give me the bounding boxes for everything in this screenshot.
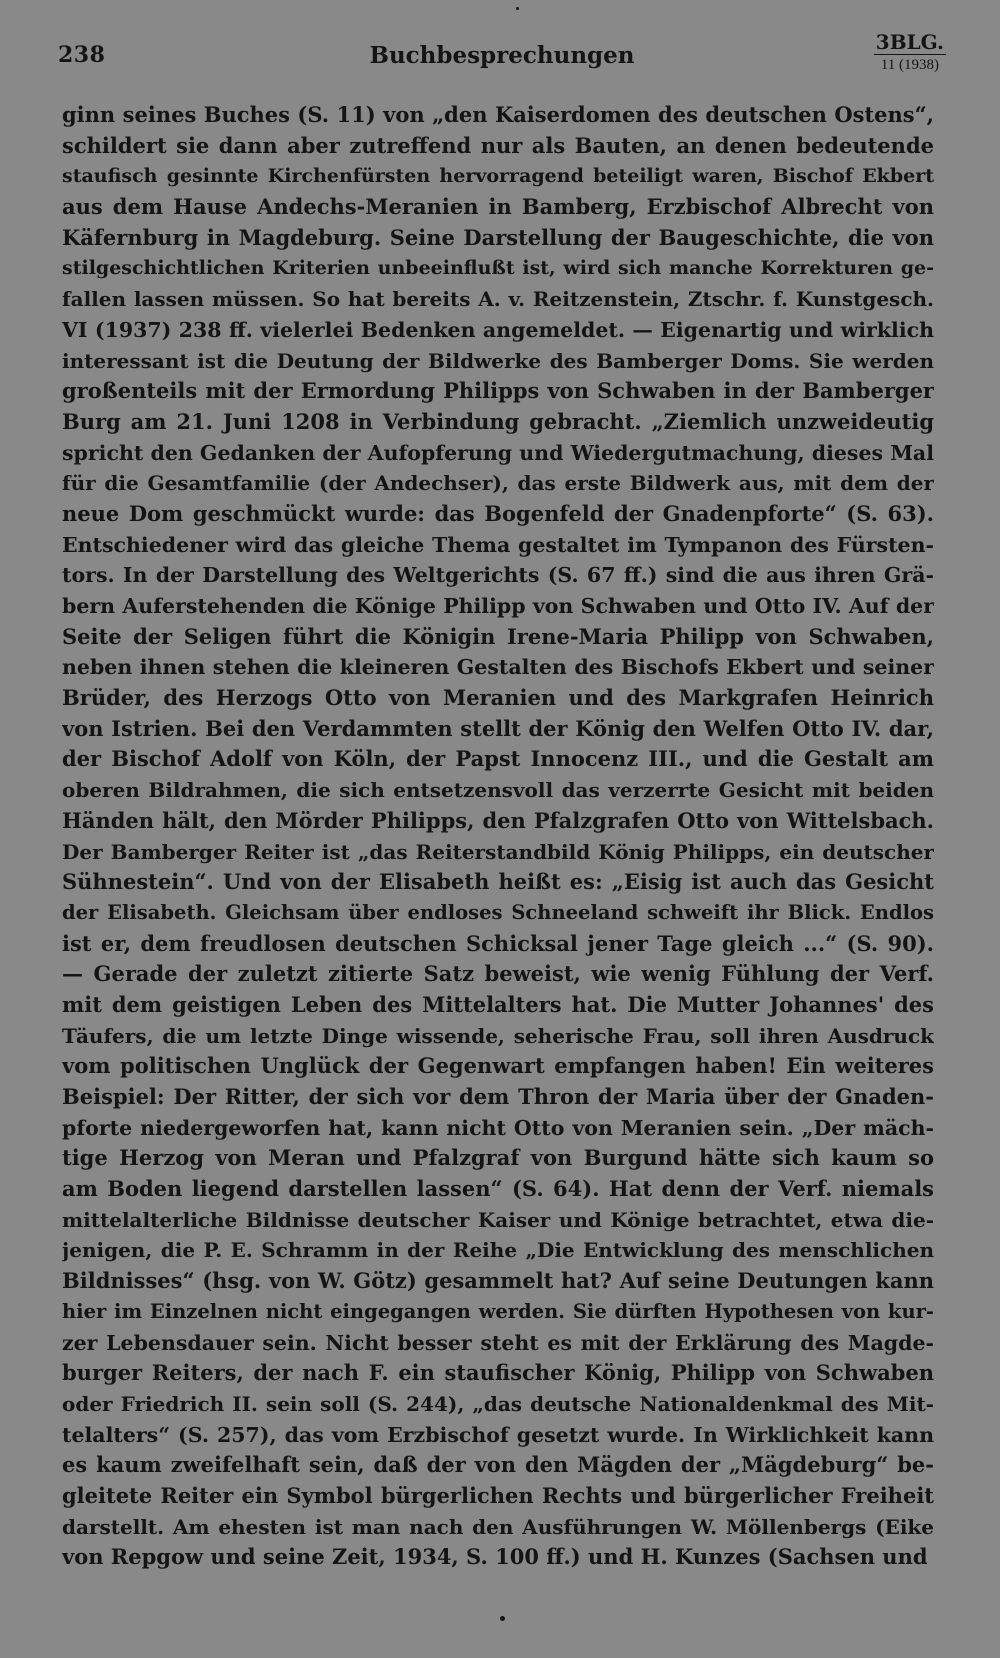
text-line: fallen lassen müssen. So hat bereits A. v. Reitzenstein, Ztschr. f. Kunstgesch. — [62, 287, 934, 312]
text-line: Entschiedener wird das gleiche Thema gestaltet im Tympanon des Fürsten- — [62, 532, 934, 557]
text-line: vom politischen Unglück der Gegenwart empfangen haben! Ein weiteres — [62, 1053, 934, 1079]
text-line: neue Dom geschmückt wurde: das Bogenfeld der Gnadenpforte“ (S. 63). — [62, 500, 934, 526]
text-line: aus dem Hause Andechs-Meranien in Bamberg, Erzbischof Albrecht von — [62, 194, 934, 220]
scan-speck — [500, 1616, 505, 1621]
text-line: Beispiel: Der Ritter, der sich vor dem Thron der Maria über der Gnaden- — [62, 1084, 934, 1109]
text-line: der Elisabeth. Gleichsam über endloses Schneeland schweift ihr Blick. Endlos — [62, 900, 934, 924]
text-line: tors. In der Darstellung des Weltgerichts (S. 67 ff.) sind die aus ihren Grä- — [62, 563, 934, 588]
review-body-text — [62, 100, 934, 1573]
text-line: Händen hält, den Mörder Philipps, den Pfalzgrafen Otto von Wittelsbach. — [62, 807, 934, 833]
text-line: es kaum zweifelhaft sein, daß der von den Mägden der „Mägdeburg“ be- — [62, 1452, 934, 1478]
text-line: Bildnisses“ (hsg. von W. Götz) gesammelt hat? Auf seine Deutungen kann — [62, 1268, 934, 1294]
text-line: bern Auferstehenden die Könige Philipp von Schwaben und Otto IV. Auf der — [62, 594, 934, 618]
text-line: tige Herzog von Meran und Pfalzgraf von Burgund hätte sich kaum so — [62, 1145, 934, 1171]
text-line: oberen Bildrahmen, die sich entsetzensvoll das verzerrte Gesicht mit beiden — [62, 778, 934, 803]
text-line: hier im Einzelnen nicht eingegangen werden. Sie dürften Hypothesen von kur- — [62, 1299, 934, 1323]
text-line: ist er, dem freudlosen deutschen Schicksal jener Tage gleich ...“ (S. 90). — [62, 930, 934, 956]
page-header — [58, 30, 946, 82]
text-line: ginn seines Buches (S. 11) von „den Kaiserdomen des deutschen Ostens“, — [62, 102, 934, 127]
text-line: jenigen, die P. E. Schramm in der Reihe „Die Entwicklung des menschlichen — [62, 1238, 934, 1263]
text-line: zer Lebensdauer sein. Nicht besser steht es mit der Erklärung des Magde- — [62, 1330, 934, 1355]
text-line: interessant ist die Deutung der Bildwerke des Bamberger Doms. Sie werden — [62, 348, 934, 373]
text-line: mittelalterliche Bildnisse deutscher Kaiser und Könige betrachtet, etwa die- — [62, 1207, 934, 1232]
scan-speck — [516, 7, 519, 10]
journal-volume: 11 (1938) — [880, 57, 939, 73]
text-line: pforte niedergeworfen hat, kann nicht Otto von Meranien sein. „Der mäch- — [62, 1115, 934, 1140]
text-line: von Repgow und seine Zeit, 1934, S. 100 ff.) und H. Kunzes (Sachsen und — [62, 1544, 928, 1570]
text-line: burger Reiters, der nach F. ein staufischer König, Philipp von Schwaben — [62, 1360, 934, 1386]
text-line: am Boden liegend darstellen lassen“ (S. 64). Hat denn der Verf. niemals — [62, 1176, 934, 1202]
text-line: oder Friedrich II. sein soll (S. 244), „das deutsche Nationaldenkmal des Mit- — [62, 1391, 934, 1416]
text-line: telalters“ (S. 257), das vom Erzbischof gesetzt wurde. In Wirklichkeit kann — [62, 1422, 934, 1447]
text-line: — Gerade der zuletzt zitierte Satz beweist, wie wenig Fühlung der Verf. — [62, 961, 934, 987]
text-line: Sühnestein“. Und von der Elisabeth heißt es: „Eisig ist auch das Gesicht — [62, 869, 934, 895]
text-line: mit dem geistigen Leben des Mittelalters hat. Die Mutter Johannes' des — [62, 991, 934, 1017]
text-line: darstellt. Am ehesten ist man nach den Ausführungen W. Möllenbergs (Eike — [62, 1514, 934, 1539]
text-line: stilgeschichtlichen Kriterien unbeeinflußt ist, wird sich manche Korrekturen ge- — [62, 257, 934, 280]
text-line: von Istrien. Bei den Verdammten stellt der König den Welfen Otto IV. dar, — [62, 715, 934, 741]
journal-abbreviation: 3BLG. — [875, 30, 944, 54]
text-line: der Bischof Adolf von Köln, der Papst Innocenz III., und die Gestalt am — [62, 746, 934, 772]
text-line: Brüder, des Herzogs Otto von Meranien und des Markgrafen Heinrich — [62, 685, 934, 711]
text-line: gleitete Reiter ein Symbol bürgerlichen Rechts und bürgerlicher Freiheit — [62, 1482, 934, 1508]
page-number: 238 — [58, 42, 106, 68]
journal-reference — [874, 32, 946, 73]
text-line: Täufers, die um letzte Dinge wissende, seherische Frau, soll ihren Ausdruck — [62, 1023, 934, 1048]
text-line: schildert sie dann aber zutreffend nur als Bauten, an denen bedeutende — [62, 132, 934, 158]
text-line: Burg am 21. Juni 1208 in Verbindung gebracht. „Ziemlich unzweideutig — [62, 408, 934, 434]
text-line: großenteils mit der Ermordung Philipps von Schwaben in der Bamberger — [62, 378, 934, 404]
text-line: spricht den Gedanken der Aufopferung und Wiedergutmachung, dieses Mal — [62, 440, 934, 465]
running-title: Buchbesprechungen — [369, 42, 635, 69]
text-line: Der Bamberger Reiter ist „das Reiterstandbild König Philipps, ein deutscher — [62, 839, 934, 864]
text-line: Käfernburg in Magdeburg. Seine Darstellung der Baugeschichte, die von — [62, 224, 934, 250]
text-line: für die Gesamtfamilie (der Andechser), das erste Bildwerk aus, mit dem der — [62, 471, 934, 496]
text-line: VI (1937) 238 ff. vielerlei Bedenken angemeldet. — Eigenartig und wirklich — [62, 317, 934, 342]
text-line: neben ihnen stehen die kleineren Gestalten des Bischofs Ekbert und seiner — [62, 655, 934, 680]
text-line: staufisch gesinnte Kirchenfürsten hervorragend beteiligt waren, Bischof Ekbert — [62, 165, 934, 188]
text-line: Seite der Seligen führt die Königin Irene-Maria Philipp von Schwaben, — [62, 623, 934, 649]
